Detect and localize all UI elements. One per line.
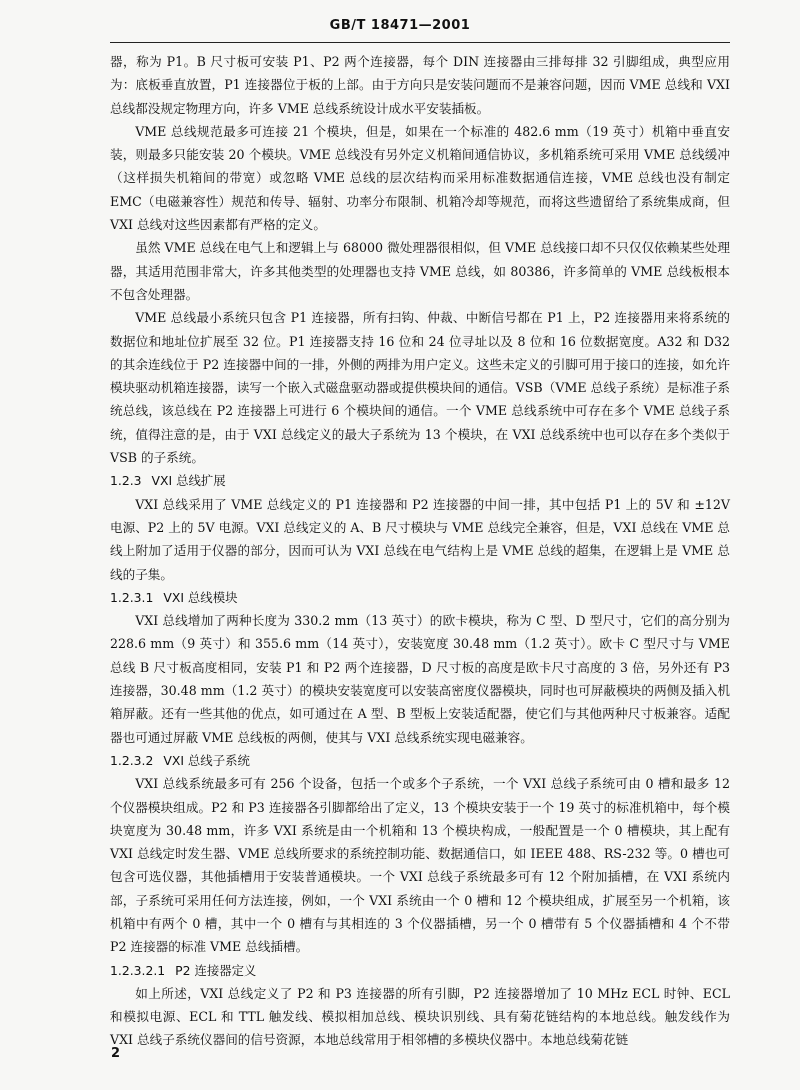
section-heading <box>110 749 730 772</box>
paragraph: VXI 总线增加了两种长度为 330.2 mm（13 英寸）的欧卡模块，称为 C 型、D 型尺寸，它们的高分别为 228.6 mm（9 英寸）和 355.6 mm（14 英寸），安装宽度 30.48 mm（1.2 英寸）。欧卡 C 型尺寸与 VME 总线 B 尺寸板高度相同，安装 P1 和 P2 两个连接器，D 尺寸板的高度是欧卡尺寸高度的 3 倍，另外还有 P3 连接器，30.48 mm（1.2 英寸）的模块安装宽度可以安装高密度仪器模块，同时也可屏蔽模块的两侧及插入机箱屏蔽。还有一些其他的优点，如可通过在 A 型、B 型板上安装适配器，使它们与其他两种尺寸板兼容。适配器也可通过屏蔽 VME 总线板的两侧，使其与 VXI 总线系统实现电磁兼容。 <box>110 613 730 745</box>
body-text <box>110 50 730 1052</box>
paragraph: VME 总线最小系统只包含 P1 连接器，所有扫钩、仲裁、中断信号都在 P1 上，P2 连接器用来将系统的数据位和地址位扩展至 32 位。P1 连接器支持 16 位和 24 位寻址以及 8 位和 16 位数据宽度。A32 和 D32 的其余连线位于 P2 连接器中间的一排，外侧的两排为用户定义。这些未定义的引脚可用于接口的连接，如允许模块驱动机箱连接器，读写一个嵌入式磁盘驱动器或提供模块间的通信。VSB（VME 总线子系统）是标准子系统总线，该总线在 P2 连接器上可进行 6 个模块间的通信。一个 VME 总线系统中可存在多个 VME 总线子系统，值得注意的是，由于 VXI 总线定义的最大子系统为 13 个模块，在 VXI 总线系统中也可以存在多个类似于 VSB 的子系统。 <box>110 310 730 466</box>
paragraph: VXI 总线采用了 VME 总线定义的 P1 连接器和 P2 连接器的中间一排，其中包括 P1 上的 5V 和 ±12V 电源、P2 上的 5V 电源。VXI 总线定义的 A、B 尺寸模块与 VME 总线完全兼容，但是，VXI 总线在 VME 总线上附加了适用于仪器的部分，因而可认为 VXI 总线在电气结构上是 VME 总线的超集，在逻辑上是 VME 总线的子集。 <box>110 496 731 582</box>
section-number: 1.2.3.2.1 <box>110 962 166 978</box>
paragraph: 虽然 VME 总线在电气上和逻辑上与 68000 微处理器很相似，但 VME 总线接口却不只仅仅依赖某些处理器，其适用范围非常大，许多其他类型的处理器也支持 VME 总线，如 80386，许多简单的 VME 总线板根本不包含处理器。 <box>110 240 730 302</box>
section-number: 1.2.3.2 <box>110 752 154 768</box>
paragraph: 如上所述，VXI 总线定义了 P2 和 P3 连接器的所有引脚，P2 连接器增加了 10 MHz ECL 时钟、ECL 和模拟电源、ECL 和 TTL 触发线、模拟相加总线、模块识别线、具有菊花链结构的本地总线。触发线作为 VXI 总线子系统仪器间的信号资源，本地总线常用于相邻槽的多模块仪器中。本地总线菊花链 <box>110 985 730 1048</box>
section-heading <box>110 959 730 982</box>
header-divider <box>110 42 730 43</box>
paragraph: 器，称为 P1。B 尺寸板可安装 P1、P2 两个连接器，每个 DIN 连接器由三排每排 32 引脚组成，典型应用为：底板垂直放置，P1 连接器位于板的上部。由于方向只是安装问题而不是兼容问题，因而 VME 总线和 VXI 总线都没规定物理方向，许多 VME 总线系统设计成水平安装插板。 <box>110 54 730 116</box>
section-title: VXI 总线扩展 <box>151 473 226 489</box>
paragraph: VXI 总线系统最多可有 256 个设备，包括一个或多个子系统，一个 VXI 总线子系统可由 0 槽和最多 12 个仪器模块组成。P2 和 P3 连接器各引脚都给出了定义，13 个模块安装于一个 19 英寸的标准机箱中，每个模块宽度为 30.48 mm，许多 VXI 系统是由一个机箱和 13 个模块构成，一般配置是一个 0 槽模块，其上配有 VXI 总线定时发生器、VME 总线所要求的系统控制功能、数据通信口，如 IEEE 488、RS-232 等。0 槽也可包含可选仪器，其他插槽用于安装普通模块。一个 VXI 总线子系统最多可有 12 个附加插槽，在 VXI 系统内部，子系统可采用任何方法连接，例如，一个 VXI 系统由一个 0 槽和 12 个模块组成，扩展至另一个机箱，该机箱中有两个 0 槽，其中一个 0 槽有与其相连的 3 个仪器插槽，另一个 0 槽带有 5 个仪器插槽和 4 个不带 P2 连接器的标准 VME 总线插槽。 <box>110 776 730 955</box>
paragraph: VME 总线规范最多可连接 21 个模块，但是，如果在一个标准的 482.6 mm（19 英寸）机箱中垂直安装，则最多只能安装 20 个模块。VME 总线没有另外定义机箱间通信协议，多机箱系统可采用 VME 总线缓冲（这样损失机箱间的带宽）或忽略 VME 总线的层次结构而采用标准数据通信连接，VME 总线也没有制定 EMC（电磁兼容性）规范和传导、辐射、功率分布限制、机箱冷却等规范，而将这些遗留给了系统集成商，但 VXI 总线对这些因素都有严格的定义。 <box>110 123 730 233</box>
section-title: VXI 总线子系统 <box>163 752 250 768</box>
section-number: 1.2.3.1 <box>110 589 154 605</box>
page-number: 2 <box>111 1046 121 1061</box>
section-number: 1.2.3 <box>110 473 142 489</box>
section-title: VXI 总线模块 <box>163 589 238 605</box>
section-heading <box>110 469 730 492</box>
section-heading <box>110 586 730 609</box>
standard-code-header: GB/T 18471—2001 <box>329 18 471 33</box>
section-title: P2 连接器定义 <box>175 962 257 978</box>
